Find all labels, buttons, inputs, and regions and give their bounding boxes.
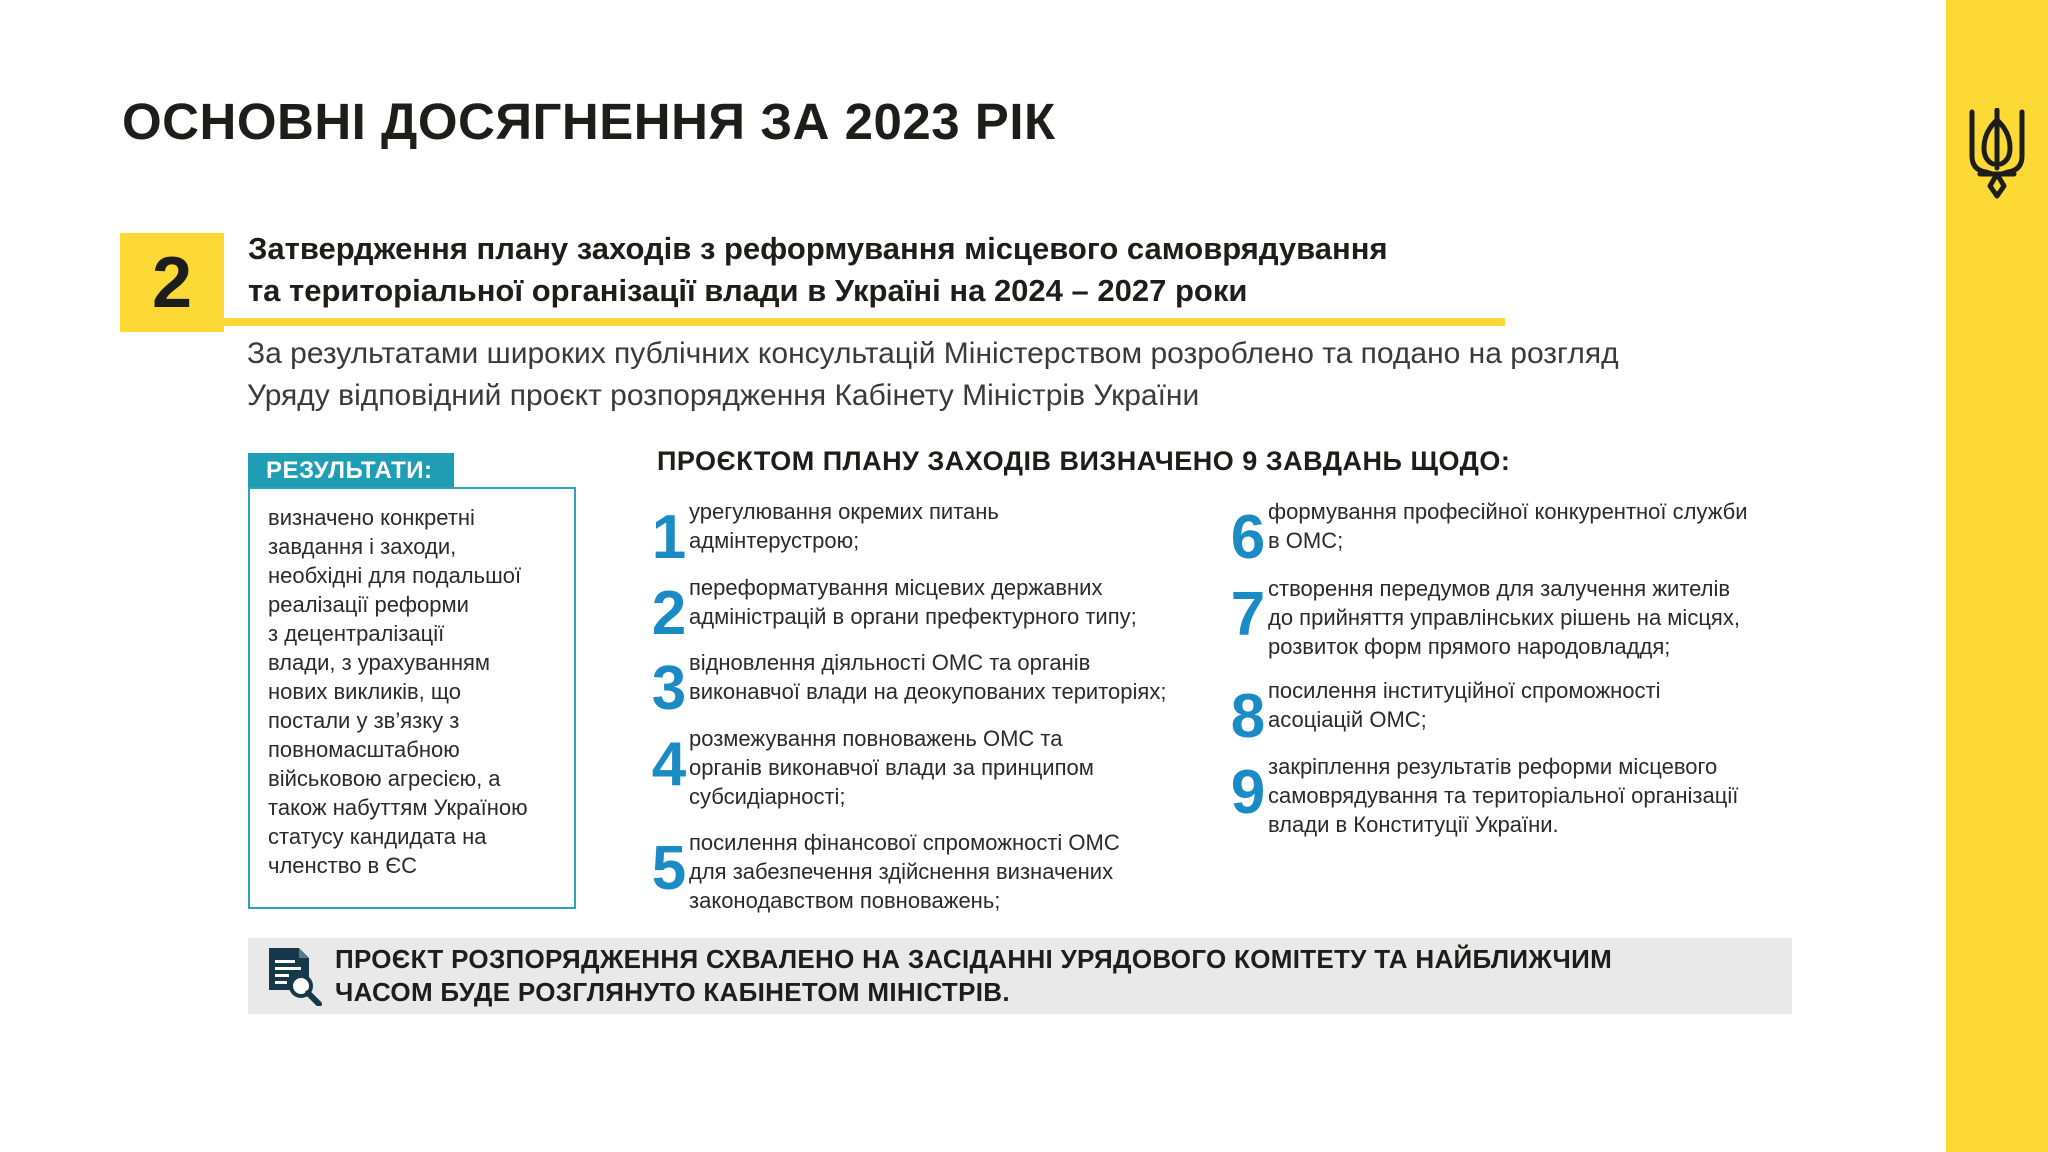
task-line: розмежування повноважень ОМС та	[689, 726, 1063, 751]
section-heading	[248, 228, 1568, 312]
task-line: органів виконавчої влади за принципом	[689, 755, 1094, 780]
task-line: створення передумов для залучення жителів	[1268, 576, 1731, 601]
results-line: військовою агресією, а	[268, 766, 501, 791]
results-box	[248, 487, 576, 909]
section-heading-line: Затвердження плану заходів з реформування місцевого самоврядування	[248, 231, 1388, 266]
results-line: членство в ЄС	[268, 853, 418, 878]
heading-underline	[224, 318, 1505, 326]
results-line: визначено конкретні	[268, 505, 475, 530]
task-item-5	[651, 828, 1120, 915]
results-line: статусу кандидата на	[268, 824, 487, 849]
task-line: влади в Конституції України.	[1268, 812, 1559, 837]
task-text	[1268, 574, 1740, 661]
task-item-3	[651, 648, 1167, 723]
task-line: відновлення діяльності ОМС та органів	[689, 650, 1091, 675]
task-item-8	[1230, 676, 1661, 751]
results-line: повномасштабною	[268, 737, 460, 762]
task-item-4	[651, 724, 1094, 811]
task-number: 2	[651, 579, 687, 648]
task-text	[689, 573, 1137, 631]
task-number: 9	[1230, 758, 1266, 827]
task-number: 4	[651, 730, 687, 799]
task-text	[689, 724, 1094, 811]
task-item-6	[1230, 497, 1748, 572]
task-item-1	[651, 497, 999, 572]
task-line: закріплення результатів реформи місцевого	[1268, 754, 1718, 779]
task-line: адміністрацій в органи префектурного типу;	[689, 604, 1137, 629]
task-line: урегулювання окремих питань	[689, 499, 999, 524]
task-number: 7	[1230, 580, 1266, 649]
task-item-7	[1230, 574, 1740, 661]
page-title: ОСНОВНІ ДОСЯГНЕННЯ ЗА 2023 РІК	[122, 93, 1056, 150]
results-line: нових викликів, що	[268, 679, 461, 704]
section-heading-line: та територіальної організації влади в Україні на 2024 – 2027 роки	[248, 273, 1248, 308]
intro-line: За результатами широких публічних консультацій Міністерством розроблено та подано на розгляд	[247, 337, 1619, 370]
task-line: до прийняття управлінських рішень на місцях,	[1268, 605, 1740, 630]
trident-coat-of-arms-icon	[1966, 108, 2028, 200]
results-line: з децентралізації	[268, 621, 445, 646]
task-line: виконавчої влади на деокупованих територіях;	[689, 679, 1167, 704]
task-text	[1268, 752, 1738, 839]
task-line: посилення фінансової спроможності ОМС	[689, 830, 1120, 855]
results-line: реалізації реформи	[268, 592, 469, 617]
task-line: переформатування місцевих державних	[689, 575, 1103, 600]
task-line: формування професійної конкурентної служби	[1268, 499, 1748, 524]
task-line: розвиток форм прямого народовладдя;	[1268, 634, 1671, 659]
task-item-9	[1230, 752, 1738, 839]
task-line: в ОМС;	[1268, 528, 1344, 553]
results-label: РЕЗУЛЬТАТИ:	[248, 453, 454, 489]
task-text	[689, 828, 1120, 915]
task-line: субсидіарності;	[689, 784, 846, 809]
footer-line: ПРОЄКТ РОЗПОРЯДЖЕННЯ СХВАЛЕНО НА ЗАСІДАННІ УРЯДОВОГО КОМІТЕТУ ТА НАЙБЛИЖЧИМ	[335, 944, 1613, 974]
results-line: також набуттям Україною	[268, 795, 528, 820]
task-text	[689, 497, 999, 555]
task-number: 5	[651, 834, 687, 903]
section-intro	[247, 333, 1847, 417]
task-number: 1	[651, 503, 687, 572]
section-number-badge: 2	[120, 233, 224, 332]
footer-line: ЧАСОМ БУДЕ РОЗГЛЯНУТО КАБІНЕТОМ МІНІСТРІВ.	[335, 977, 1010, 1007]
results-line: постали у зв’язку з	[268, 708, 460, 733]
footer-note	[335, 943, 1612, 1009]
intro-line: Уряду відповідний проєкт розпорядження Кабінету Міністрів України	[247, 379, 1200, 412]
task-line: самоврядування та територіальної організації	[1268, 783, 1739, 808]
task-text	[689, 648, 1166, 706]
tasks-title: ПРОЄКТОМ ПЛАНУ ЗАХОДІВ ВИЗНАЧЕНО 9 ЗАВДАНЬ ЩОДО:	[657, 446, 1511, 476]
task-number: 8	[1230, 682, 1266, 751]
task-text	[1268, 676, 1661, 734]
task-line: асоціацій ОМС;	[1268, 707, 1427, 732]
task-number: 6	[1230, 503, 1266, 572]
task-line: для забезпечення здійснення визначених	[689, 859, 1114, 884]
results-line: влади, з урахуванням	[268, 650, 491, 675]
task-line: адмінтерустрою;	[689, 528, 860, 553]
results-line: завдання і заходи,	[268, 534, 457, 559]
document-search-icon	[265, 946, 323, 1006]
task-line: законодавством повноважень;	[689, 888, 1001, 913]
task-item-2	[651, 573, 1137, 648]
task-number: 3	[651, 654, 687, 723]
task-line: посилення інституційної спроможності	[1268, 678, 1661, 703]
task-text	[1268, 497, 1748, 555]
results-line: необхідні для подальшої	[268, 563, 522, 588]
